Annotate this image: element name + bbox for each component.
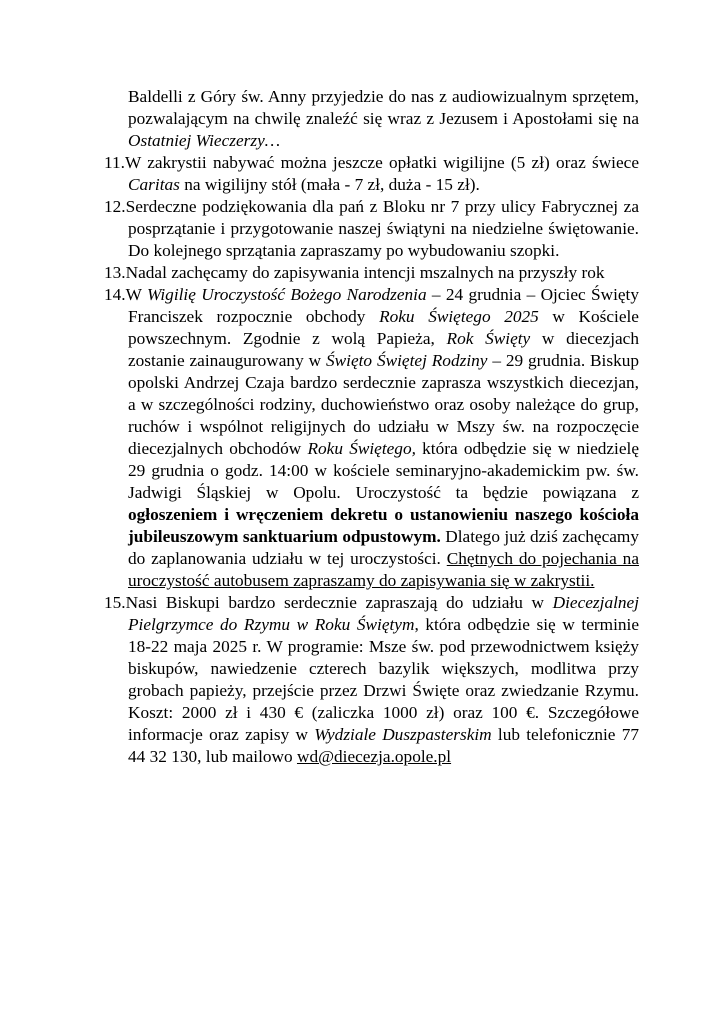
item-number: 14. — [104, 285, 126, 304]
text-segment: w diecezjach zostanie zainaugurowany w — [128, 329, 639, 370]
text-segment: , która odbędzie się w terminie 18-22 maja 2025 r. W programie: Msze św. pod przewodnictwem księży biskupów, nawiedzenie czterech bazylik większych, modlitwa przy grobach papieży, przejście przez Drzwi Święte oraz zwiedzanie Rzymu. Koszt: 2000 zł i 430 € (zaliczka 1000 zł) oraz 100 €. Szczegółowe informacje oraz zapisy w — [128, 615, 639, 744]
list-item-12 — [104, 196, 639, 262]
text-segment: W — [125, 285, 147, 304]
continuation-paragraph — [104, 86, 639, 152]
text-segment: Caritas — [128, 175, 180, 194]
text-segment: Baldelli z Góry św. Anny przyjedzie do nas z audiowizualnym sprzętem, pozwalającym na chwilę znaleźć się wraz z Jezusem i Apostołami się na — [128, 87, 639, 128]
text-segment: – 24 grudnia – Ojciec Święty Franciszek rozpocznie obchody — [128, 285, 639, 326]
text-segment: Serdeczne podziękowania dla pań z Bloku nr 7 przy ulicy Fabrycznej za posprzątanie i przygotowanie naszej świątyni na niedzielne świętowanie. Do kolejnego sprzątania zapraszamy po wybudowaniu szopki. — [125, 197, 639, 260]
text-segment: Dlatego już dziś zachęcamy do zaplanowania udziału w tej uroczystości. — [128, 527, 639, 568]
item-number: 11. — [104, 153, 125, 172]
email-link[interactable]: wd@diecezja.opole.pl — [296, 747, 452, 766]
text-segment: Diecezjalnej Pielgrzymce do Rzymu w Roku Świętym — [128, 593, 639, 634]
text-segment: Rok Święty — [446, 329, 531, 348]
item-number: 12. — [104, 197, 126, 216]
list-item-15 — [104, 592, 639, 768]
announcements-list — [104, 86, 639, 768]
text-segment: Wigilię Uroczystość Bożego Narodzenia — [146, 285, 427, 304]
item-number: 15. — [104, 593, 126, 612]
text-segment: Wydziale Duszpasterskim — [314, 725, 492, 744]
text-segment: Chętnych do pojechania na uroczystość autobusem zapraszamy do zapisywania się w zakrystii. — [128, 549, 639, 590]
list-item-14 — [104, 284, 639, 592]
list-item-13 — [104, 262, 639, 284]
text-segment: W zakrystii nabywać można jeszcze opłatki wigilijne (5 zł) oraz świece — [124, 153, 639, 172]
text-segment: która odbędzie się w niedzielę 29 grudnia o godz. 14:00 w kościele seminaryjno-akademickim pw. św. Jadwigi Śląskiej w Opolu. Uroczystość ta będzie powiązana z — [128, 439, 639, 502]
text-segment: na wigilijny stół (mała - 7 zł, duża - 15 zł). — [179, 175, 480, 194]
text-segment: Nadal zachęcamy do zapisywania intencji mszalnych na przyszły rok — [125, 263, 605, 282]
text-segment: Roku Świętego 2025 — [379, 307, 539, 326]
text-segment: lub telefonicznie 77 44 32 130, lub mailowo — [128, 725, 640, 766]
item-number: 13. — [104, 263, 126, 282]
text-segment: ogłoszeniem i wręczeniem dekretu o ustanowieniu naszego kościoła jubileuszowym sanktuarium odpustowym. — [128, 505, 639, 546]
text-segment: Święto Świętej Rodziny — [325, 351, 488, 370]
text-segment: – 29 grudnia. Biskup opolski Andrzej Czaja bardzo serdecznie zaprasza wszystkich diecezjan, a w szczególności rodziny, duchowieństwo oraz osoby należące do grup, ruchów i wspólnot religijnych do udziału w Mszy św. na rozpoczęcie diecezjalnych obchodów — [128, 351, 640, 458]
text-segment: Nasi Biskupi bardzo serdecznie zapraszają do udziału w — [125, 593, 553, 612]
text-segment: Roku Świętego, — [307, 439, 416, 458]
text-segment: Ostatniej Wieczerzy… — [128, 131, 281, 150]
text-segment: w Kościele powszechnym. Zgodnie z wolą Papieża, — [128, 307, 639, 348]
list-item-11 — [104, 152, 639, 196]
